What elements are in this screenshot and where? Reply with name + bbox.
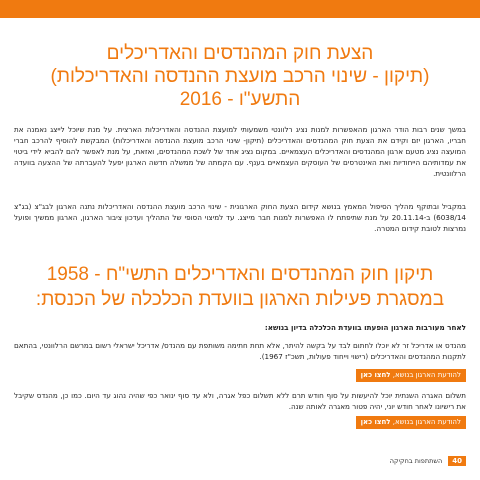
press-release-link-1[interactable] [356,369,466,382]
section1-title-line1: הצעת חוק המהנדסים והאדריכלים [106,43,374,64]
link2-click-here[interactable]: לחצו כאן [360,418,391,426]
section2-title-line2: במסגרת פעילות הארגון בוועדת הכלכלה של הכנסת: [35,289,445,310]
link1-click-here[interactable]: לחצו כאן [360,371,391,379]
section1-paragraph-2: במקביל ובתוקף מהליך הסיפול המאמץ בנושא קידום הצעת החוק הארגונית - שינוי הרכב מועצת ההנדסה והאדריכלות נתנה הארגון לבג"צ (בג"צ 6038/14) ב-20.11.14 על מנת שתיפתח לו האפשרות למנות חבר מייצג. עד למיצוי הסופי של התהליך ועדכון ציבור הארגון, הארגון ממשיך ופועל נמרצות לטובת קידום המטרה. [14,202,466,233]
link1-text: להודעת הארגון בנושא, [392,371,461,379]
page-number: 40 [448,456,466,466]
section1-title-line2: (תיקון - שינוי הרכב מועצת ההנדסה והאדריכלות) [50,66,430,87]
section2-title-line1: תיקון חוק המהנדסים והאדריכלים התשי"ח - 1958 [46,264,434,285]
section2-paragraph-2: תשלום האגרה השנתית יוכל להיעשות על סוף חודש תרם ללא תשלום כפל אגרה, ולא עד סוף ינואר כפי שהיה נהוג עד היום. כמו כן, מהנדס שקיבל את רישיונו לאחר חודש יוני, יהיה פטור מאגרה לאותה שנה. [14,391,466,411]
link2-text: להודעת הארגון בנושא, [392,418,461,426]
section1-paragraph-1: במשך שנים רבות הודר הארגון מהאפשרות למנות נציג רלוונטי משמעותי למועצת ההנדסה והאדריכלות הארצית. על מנת שיוכל לייצג נאמנה את חבריו, הארגון יזם וקידם את הצעת חוק המהנדסים והאדריכלים (תיקון- שינוי הרכב מועצת ההנדסה והאדריכלות) המבקשת להוסיף להרכב חברי המועצה נציג מטעם ארגון המהנדסים והאדריכלים העצמאיים. במקום נציג אחד של לשכת המהנדסים, ואזאת, על מנת לאפשר להם להביא לידי ביטוי את עמדותיהם הייחודיות ואת האינטרסים של העוסקים העצמאיים בענף. עם הקמתה של ממשלה חדשה הארגון יפעל להעברתה של ההצעה בוועדה הרלוונטית. [14,125,466,178]
section2-paragraph-1: מהנדס או אדריכל זר לא יוכלו לחתום לבד על בקשה להיתר, אלא תחת חתימה משותפת עם מהנדס/ אדריכל ישראלי רשום במרשם הרלוונטי, בהתאם לתקנות המהנדסים והאדריכלים (רישוי וייחוד פעולות, תשכ"ז 1967). [14,341,466,361]
footer-label: השתתפות בחקיקה [389,457,443,465]
page-footer [390,456,466,466]
press-release-link-2[interactable] [356,416,466,429]
top-orange-band [0,0,480,18]
section1-title-line3: התשע"ו - 2016 [179,89,301,110]
section2-subheading: לאחר מעורבות הארגון הופעתו בוועדת הכלכלה בדיון בנושא: [264,323,466,332]
section2-title [20,262,460,312]
section1-title [20,42,460,111]
